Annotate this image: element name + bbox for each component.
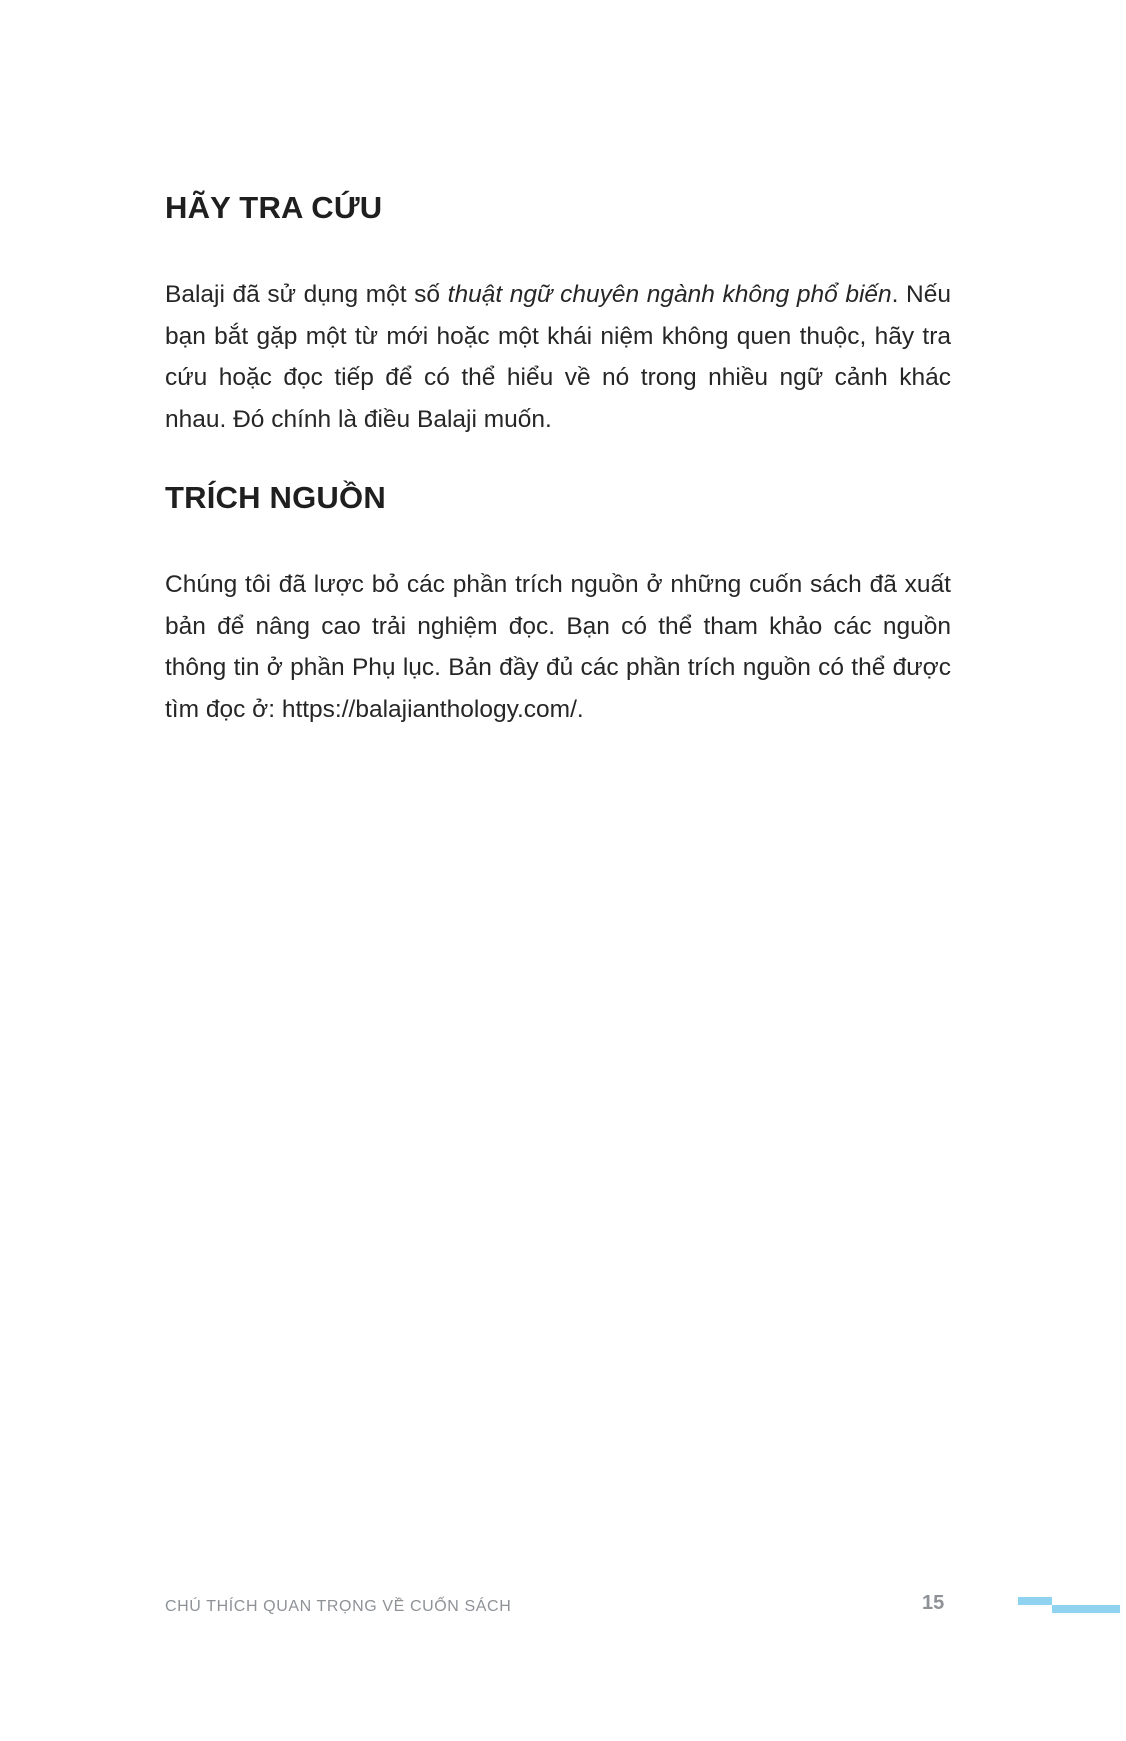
section-heading-citations: TRÍCH NGUỒN: [165, 480, 386, 515]
body-text-emphasis: thuật ngữ chuyên ngành không phổ biến: [447, 281, 892, 308]
section-body-lookup: [165, 274, 951, 440]
footer-chapter-label: CHÚ THÍCH QUAN TRỌNG VỀ CUỐN SÁCH: [165, 1598, 512, 1615]
body-text-end: . Nếu bạn bắt gặp một từ mới hoặc một khái niệm không quen thuộc, hãy tra cứu hoặc đọc tiếp để có thể hiểu về nó trong nhiều ngữ cảnh khác nhau. Đó chính là điều Balaji muốn.: [165, 281, 951, 433]
section-body-citations: Chúng tôi đã lược bỏ các phần trích nguồn ở những cuốn sách đã xuất bản để nâng cao trải nghiệm đọc. Bạn có thể tham khảo các nguồn thông tin ở phần Phụ lục. Bản đầy đủ các phần trích nguồn có thể được tìm đọc ở: https://balajianthology.com/.: [165, 571, 951, 723]
body-text-start: Balaji đã sử dụng một số: [165, 281, 448, 308]
section-heading-lookup: HÃY TRA CỨU: [165, 190, 383, 225]
footer-accent-bar-lower: [1052, 1605, 1120, 1613]
page-number: 15: [922, 1592, 945, 1614]
footer-accent-bar-upper: [1018, 1597, 1052, 1605]
